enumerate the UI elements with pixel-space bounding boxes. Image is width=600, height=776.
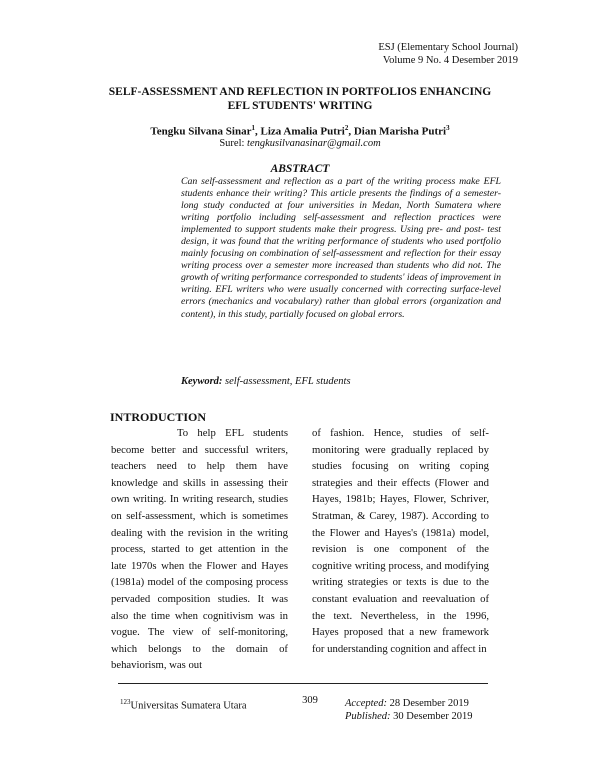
- affiliation-markers: 123: [120, 698, 131, 706]
- accepted-date: 28 Desember 2019: [386, 698, 469, 709]
- footer-dates: [345, 697, 472, 723]
- published-date: 30 Desember 2019: [390, 711, 473, 722]
- author-3-affiliation: 3: [446, 124, 450, 132]
- email-address: tengkusilvanasinar@gmail.com: [247, 138, 381, 149]
- title-line-2: EFL STUDENTS' WRITING: [227, 99, 373, 112]
- author-2: Liza Amalia Putri: [260, 125, 345, 138]
- section-heading-introduction: INTRODUCTION: [110, 410, 207, 424]
- abstract-body: Can self-assessment and reflection as a part of the writing process make EFL students enhance their writing? This article presents the findings of a semester-long study conducted at four universities in Medan, North Sumatera where writing portfolio including self-assessment and reflection practices were implemented to support students make their progress. Using pre- and post- test design, it was found that the writing performance of students who used portfolio mainly focusing on combination of self-assessment and reflection for their essay writing process over a semester more increased than students who did not. The growth of writing performance corresponded to students' ideas of improvement in writing. EFL writers who were usually concerned with correcting surface-level errors (mechanics and vocabulary) rather than global errors (organization and content), in this study, partially focused on global errors.: [181, 176, 501, 320]
- author-1-affiliation: 1: [251, 124, 255, 132]
- author-list: [90, 124, 510, 138]
- body-column-right: of fashion. Hence, studies of self-monitoring were gradually replaced by studies focusing on writing coping strategies and their effects (Flower and Hayes, 1981b; Hayes, Flower, Schriver, Stratman, & Carey, 1987). According to the Flower and Hayes's (1981a) model, revision is one component of the cognitive writing process, and modifying writing strategies or texts is due to the constant evaluation and reevaluation of the text. Nevertheless, in the 1996, Hayes proposed that a new framework for understanding cognition and affect in: [312, 427, 489, 655]
- accepted-date-line: [345, 697, 472, 710]
- footer-affiliation: [120, 698, 247, 712]
- journal-issue: Volume 9 No. 4 Desember 2019: [382, 55, 518, 66]
- keywords: [181, 376, 351, 387]
- author-2-affiliation: 2: [344, 124, 349, 132]
- journal-name: ESJ (Elementary School Journal): [378, 42, 518, 53]
- published-label: Published:: [345, 711, 391, 722]
- affiliation-name: Universitas Sumatera Utara: [130, 700, 247, 712]
- abstract-heading: ABSTRACT: [270, 163, 330, 175]
- footer-divider: [118, 683, 488, 684]
- keywords-label: Keyword:: [181, 376, 223, 387]
- page-number: 309: [302, 695, 318, 706]
- keywords-value: self-assessment, EFL students: [222, 376, 351, 387]
- title-line-1: SELF-ASSESSMENT AND REFLECTION IN PORTFOLIOS ENHANCING: [108, 86, 492, 98]
- author-separator: ,: [254, 125, 261, 138]
- author-email: [90, 138, 510, 149]
- published-date-line: [345, 710, 472, 723]
- paper-title: [95, 86, 505, 113]
- journal-header: [378, 41, 518, 67]
- author-separator: ,: [348, 125, 354, 138]
- author-3: Dian Marisha Putri: [353, 125, 447, 138]
- author-1: Tengku Silvana Sinar: [150, 125, 252, 138]
- body-column-left: To help EFL students become better and successful writers, teachers need to help them have knowledge and skills in assessing their own writing. In writing research, studies on self-assessment, which is sometimes dealing with the revision in the writing process, started to get attention in the late 1970s when the Flower and Hayes (1981a) model of the composing process pervaded composition studies. It was also the time when cognitivism was in vogue. The view of self-monitoring, which belongs to the domain of behaviorism, was out: [111, 427, 288, 672]
- accepted-label: Accepted:: [345, 698, 387, 709]
- email-label: Surel:: [219, 138, 248, 149]
